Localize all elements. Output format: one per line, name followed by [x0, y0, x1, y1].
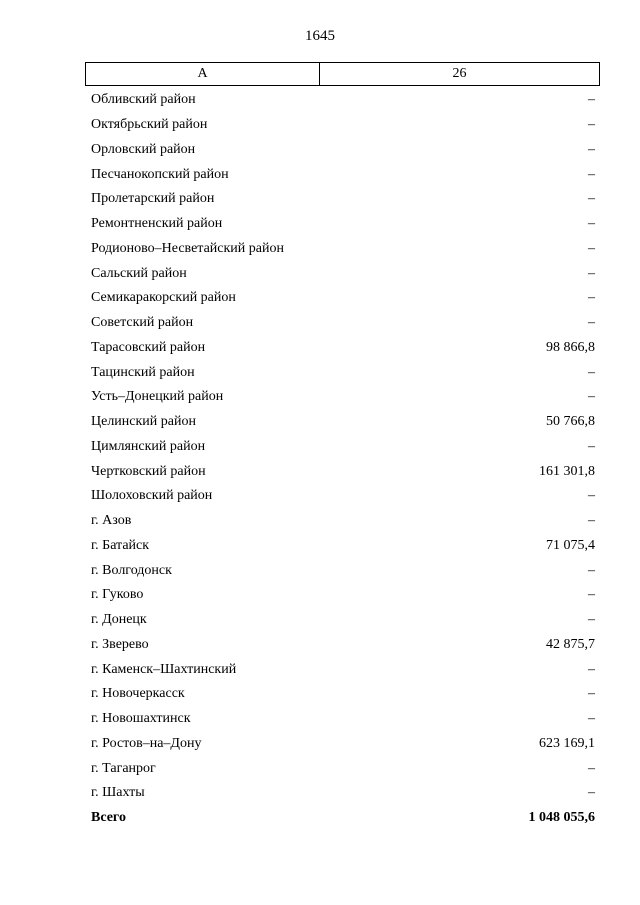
row-name: г. Ростов–на–Дону [91, 735, 202, 751]
table-row [85, 534, 600, 559]
row-name: г. Гуково [91, 587, 144, 603]
page-number: 1645 [305, 28, 335, 44]
row-value: – [588, 711, 595, 727]
row-value: – [588, 117, 595, 133]
table-row [85, 756, 600, 781]
row-name: Чертковский район [91, 463, 206, 479]
row-name: г. Новошахтинск [91, 711, 191, 727]
table-row [85, 608, 600, 633]
row-name: г. Каменск–Шахтинский [91, 661, 237, 677]
row-value: – [588, 92, 595, 108]
row-name: г. Донецк [91, 612, 147, 628]
row-name: Обливский район [91, 92, 196, 108]
table-row [85, 286, 600, 311]
row-value: – [588, 760, 595, 776]
row-name: Усть–Донецкий район [91, 389, 224, 405]
row-value: – [588, 686, 595, 702]
row-name: Тарасовский район [91, 339, 206, 355]
row-name: Орловский район [91, 141, 196, 157]
table-row [85, 583, 600, 608]
row-name: Октябрьский район [91, 117, 208, 133]
table-row [85, 707, 600, 732]
row-value: – [588, 191, 595, 207]
row-value: – [588, 166, 595, 182]
row-value: – [588, 240, 595, 256]
table-row [85, 212, 600, 237]
row-value: 161 301,8 [539, 463, 595, 479]
table-row [85, 113, 600, 138]
table-row [85, 435, 600, 460]
row-name: Сальский район [91, 265, 187, 281]
row-name: Ремонтненский район [91, 216, 223, 232]
total-value: 1 048 055,6 [528, 810, 595, 826]
row-name: Песчанокопский район [91, 166, 229, 182]
table-row [85, 410, 600, 435]
row-value: – [588, 216, 595, 232]
table-row [85, 237, 600, 262]
row-name: г. Зверево [91, 636, 149, 652]
row-name: Цимлянский район [91, 438, 206, 454]
row-name: Советский район [91, 315, 194, 331]
row-value: – [588, 562, 595, 578]
row-name: г. Азов [91, 513, 132, 529]
row-value: – [588, 513, 595, 529]
table-row [85, 336, 600, 361]
row-value: 623 169,1 [539, 735, 595, 751]
row-value: – [588, 587, 595, 603]
header-col-a: А [86, 63, 320, 85]
total-row [85, 806, 600, 831]
row-name: Целинский район [91, 414, 196, 430]
table-row [85, 682, 600, 707]
row-value: – [588, 389, 595, 405]
row-value: – [588, 315, 595, 331]
row-value: 71 075,4 [546, 537, 595, 553]
row-value: 42 875,7 [546, 636, 595, 652]
row-value: 50 766,8 [546, 414, 595, 430]
row-value: – [588, 488, 595, 504]
table-row [85, 385, 600, 410]
row-name: г. Таганрог [91, 760, 156, 776]
row-name: Пролетарский район [91, 191, 215, 207]
row-name: Шолоховский район [91, 488, 213, 504]
total-label: Всего [91, 810, 126, 826]
row-value: – [588, 364, 595, 380]
row-value: – [588, 612, 595, 628]
table-row [85, 261, 600, 286]
table-row [85, 781, 600, 806]
row-value: – [588, 785, 595, 801]
row-name: Семикаракорский район [91, 290, 236, 306]
row-value: – [588, 265, 595, 281]
table-row [85, 187, 600, 212]
table-row [85, 633, 600, 658]
row-name: г. Волгодонск [91, 562, 172, 578]
table-row [85, 509, 600, 534]
row-value: – [588, 290, 595, 306]
table-row [85, 484, 600, 509]
table-row [85, 558, 600, 583]
row-name: Родионово–Несветайский район [91, 240, 284, 256]
row-name: г. Батайск [91, 537, 150, 553]
table-row [85, 360, 600, 385]
table-row [85, 732, 600, 757]
row-value: 98 866,8 [546, 339, 595, 355]
table-row [85, 88, 600, 113]
table-row [85, 311, 600, 336]
row-name: г. Новочеркасск [91, 686, 185, 702]
row-value: – [588, 438, 595, 454]
table-body [85, 88, 600, 831]
row-value: – [588, 141, 595, 157]
header-col-b: 26 [452, 66, 467, 81]
row-name: Тацинский район [91, 364, 195, 380]
table-row [85, 138, 600, 163]
table-header [85, 62, 600, 86]
table-row [85, 657, 600, 682]
table-row [85, 162, 600, 187]
row-value: – [588, 661, 595, 677]
row-name: г. Шахты [91, 785, 145, 801]
table-row [85, 459, 600, 484]
